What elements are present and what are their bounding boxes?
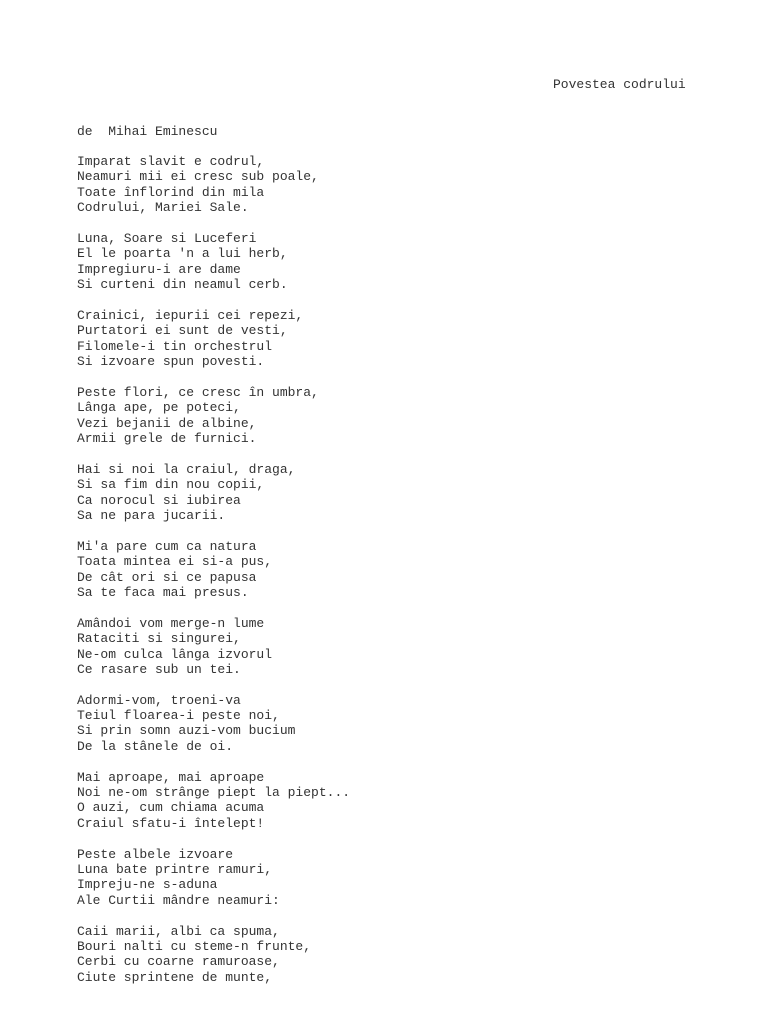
verse-line: O auzi, cum chiama acuma	[77, 800, 265, 816]
stanza	[77, 770, 737, 832]
stanza	[77, 385, 737, 447]
author-line: de Mihai Eminescu	[77, 124, 218, 139]
stanza	[77, 154, 737, 216]
verse-line: Sa te faca mai presus.	[77, 584, 249, 600]
page-title: Povestea codrului	[553, 77, 686, 92]
verse-line: Impreju-ne s-aduna	[77, 877, 218, 893]
verse-line: Adormi-vom, troeni-va	[77, 692, 241, 708]
verse-line: Impregiuru-i are dame	[77, 261, 241, 277]
verse-line: Bouri nalti cu steme-n frunte,	[77, 938, 312, 954]
verse-line: Teiul floarea-i peste noi,	[77, 708, 280, 724]
stanza	[77, 308, 737, 370]
verse-line: Toate înflorind din mila	[77, 184, 265, 200]
verse-line: De cât ori si ce papusa	[77, 569, 257, 585]
verse-line: Noi ne-om strânge piept la piept...	[77, 785, 351, 801]
stanza	[77, 231, 737, 293]
verse-line: Mai aproape, mai aproape	[77, 769, 265, 785]
verse-line: Lânga ape, pe poteci,	[77, 400, 241, 416]
stanza	[77, 616, 737, 678]
verse-line: Ne-om culca lânga izvorul	[77, 646, 273, 662]
verse-line: Caii marii, albi ca spuma,	[77, 923, 280, 939]
verse-line: Ale Curtii mândre neamuri:	[77, 892, 280, 908]
verse-line: Peste albele izvoare	[77, 846, 234, 862]
verse-line: Vezi bejanii de albine,	[77, 415, 257, 431]
verse-line: Imparat slavit e codrul,	[77, 154, 265, 169]
verse-line: Luna bate printre ramuri,	[77, 861, 273, 877]
verse-line: Armii grele de furnici.	[77, 431, 257, 447]
stanza	[77, 847, 737, 909]
verse-line: Neamuri mii ei cresc sub poale,	[77, 169, 319, 185]
verse-line: Peste flori, ce cresc în umbra,	[77, 384, 319, 400]
verse-line: Craiul sfatu-i întelept!	[77, 815, 265, 831]
stanza	[77, 462, 737, 524]
verse-line: De la stânele de oi.	[77, 738, 234, 754]
verse-line: Si izvoare spun povesti.	[77, 354, 265, 370]
verse-line: Rataciti si singurei,	[77, 631, 241, 647]
verse-line: Hai si noi la craiul, draga,	[77, 461, 296, 477]
verse-line: Mi'a pare cum ca natura	[77, 538, 257, 554]
verse-line: El le poarta 'n a lui herb,	[77, 246, 288, 262]
verse-line: Si curteni din neamul cerb.	[77, 277, 288, 293]
verse-line: Toata mintea ei si-a pus,	[77, 554, 273, 570]
verse-line: Si sa fim din nou copii,	[77, 477, 265, 493]
verse-line: Sa ne para jucarii.	[77, 507, 226, 523]
stanza	[77, 539, 737, 601]
verse-line: Ca norocul si iubirea	[77, 492, 241, 508]
verse-line: Crainici, iepurii cei repezi,	[77, 307, 304, 323]
stanza	[77, 693, 737, 755]
verse-line: Cerbi cu coarne ramuroase,	[77, 954, 280, 970]
verse-line: Purtatori ei sunt de vesti,	[77, 323, 288, 339]
stanza	[77, 924, 737, 986]
verse-line: Filomele-i tin orchestrul	[77, 338, 273, 354]
verse-line: Si prin somn auzi-vom bucium	[77, 723, 296, 739]
verse-line: Amândoi vom merge-n lume	[77, 615, 265, 631]
verse-line: Luna, Soare si Luceferi	[77, 230, 257, 246]
verse-line: Ce rasare sub un tei.	[77, 661, 241, 677]
verse-line: Ciute sprintene de munte,	[77, 969, 273, 985]
verse-line: Codrului, Mariei Sale.	[77, 200, 249, 216]
poem-body	[77, 154, 737, 1000]
